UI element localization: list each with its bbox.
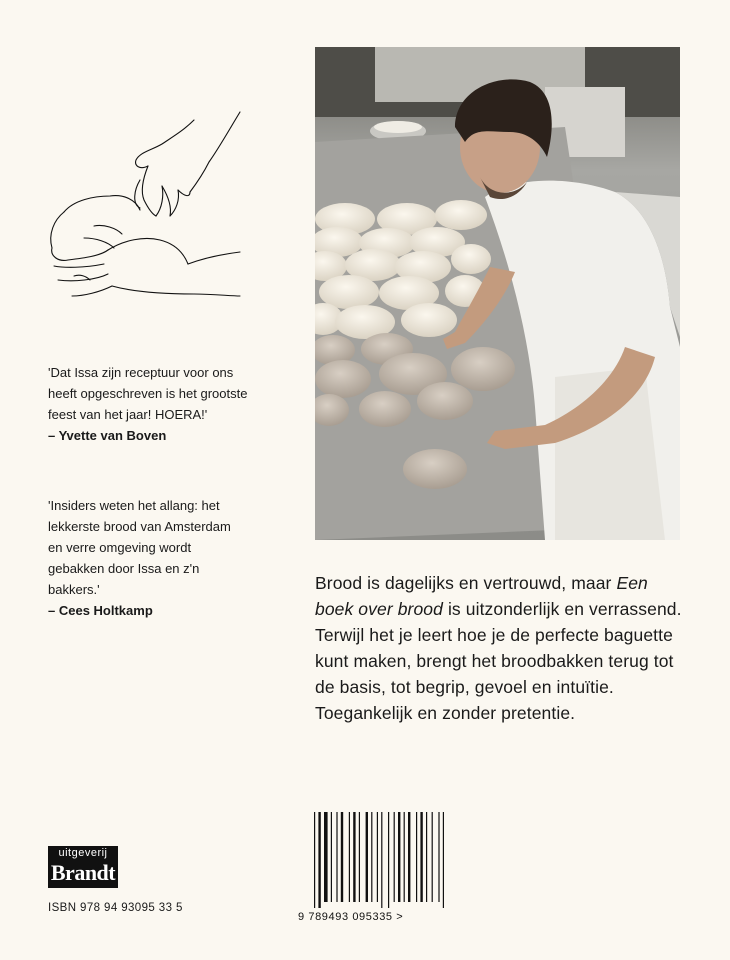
isbn-number: ISBN 978 94 93095 33 5 <box>48 902 183 914</box>
barcode-digits: 9 789493 095335 > <box>298 911 404 922</box>
quote-author: – Yvette van Boven <box>48 428 167 443</box>
quote-text: 'Dat Issa zijn receptuur voor ons heeft opgeschreven is het grootste feest van het jaar! HOERA!' <box>48 365 248 422</box>
hands-shaping-dough-sketch <box>44 100 244 305</box>
blurb-text-end: is uitzonderlijk en verrassend. Terwijl het je leert hoe je de perfecte baguette kunt maken, brengt het broodbakken terug tot de basis, tot begrip, gevoel en intuïtie. Toegankelijk en zonder pretentie. <box>315 599 682 723</box>
barcode <box>296 810 466 922</box>
book-description <box>315 570 687 726</box>
testimonial-quote <box>48 362 248 446</box>
publisher-logo <box>48 846 118 888</box>
testimonial-quote <box>48 495 248 621</box>
quote-text: 'Insiders weten het allang: het lekkerste brood van Amsterdam en verre omgeving wordt gebakken door Issa en z'n bakkers.' <box>48 498 231 597</box>
publisher-logo-top: uitgeverij <box>58 847 108 859</box>
book-title: Een boek over brood <box>315 573 648 619</box>
publisher-logo-name: Brandt <box>50 860 116 885</box>
blurb-text-start: Brood is dagelijks en vertrouwd, maar <box>315 573 617 593</box>
baker-photo <box>315 47 680 540</box>
quote-author: – Cees Holtkamp <box>48 603 153 618</box>
